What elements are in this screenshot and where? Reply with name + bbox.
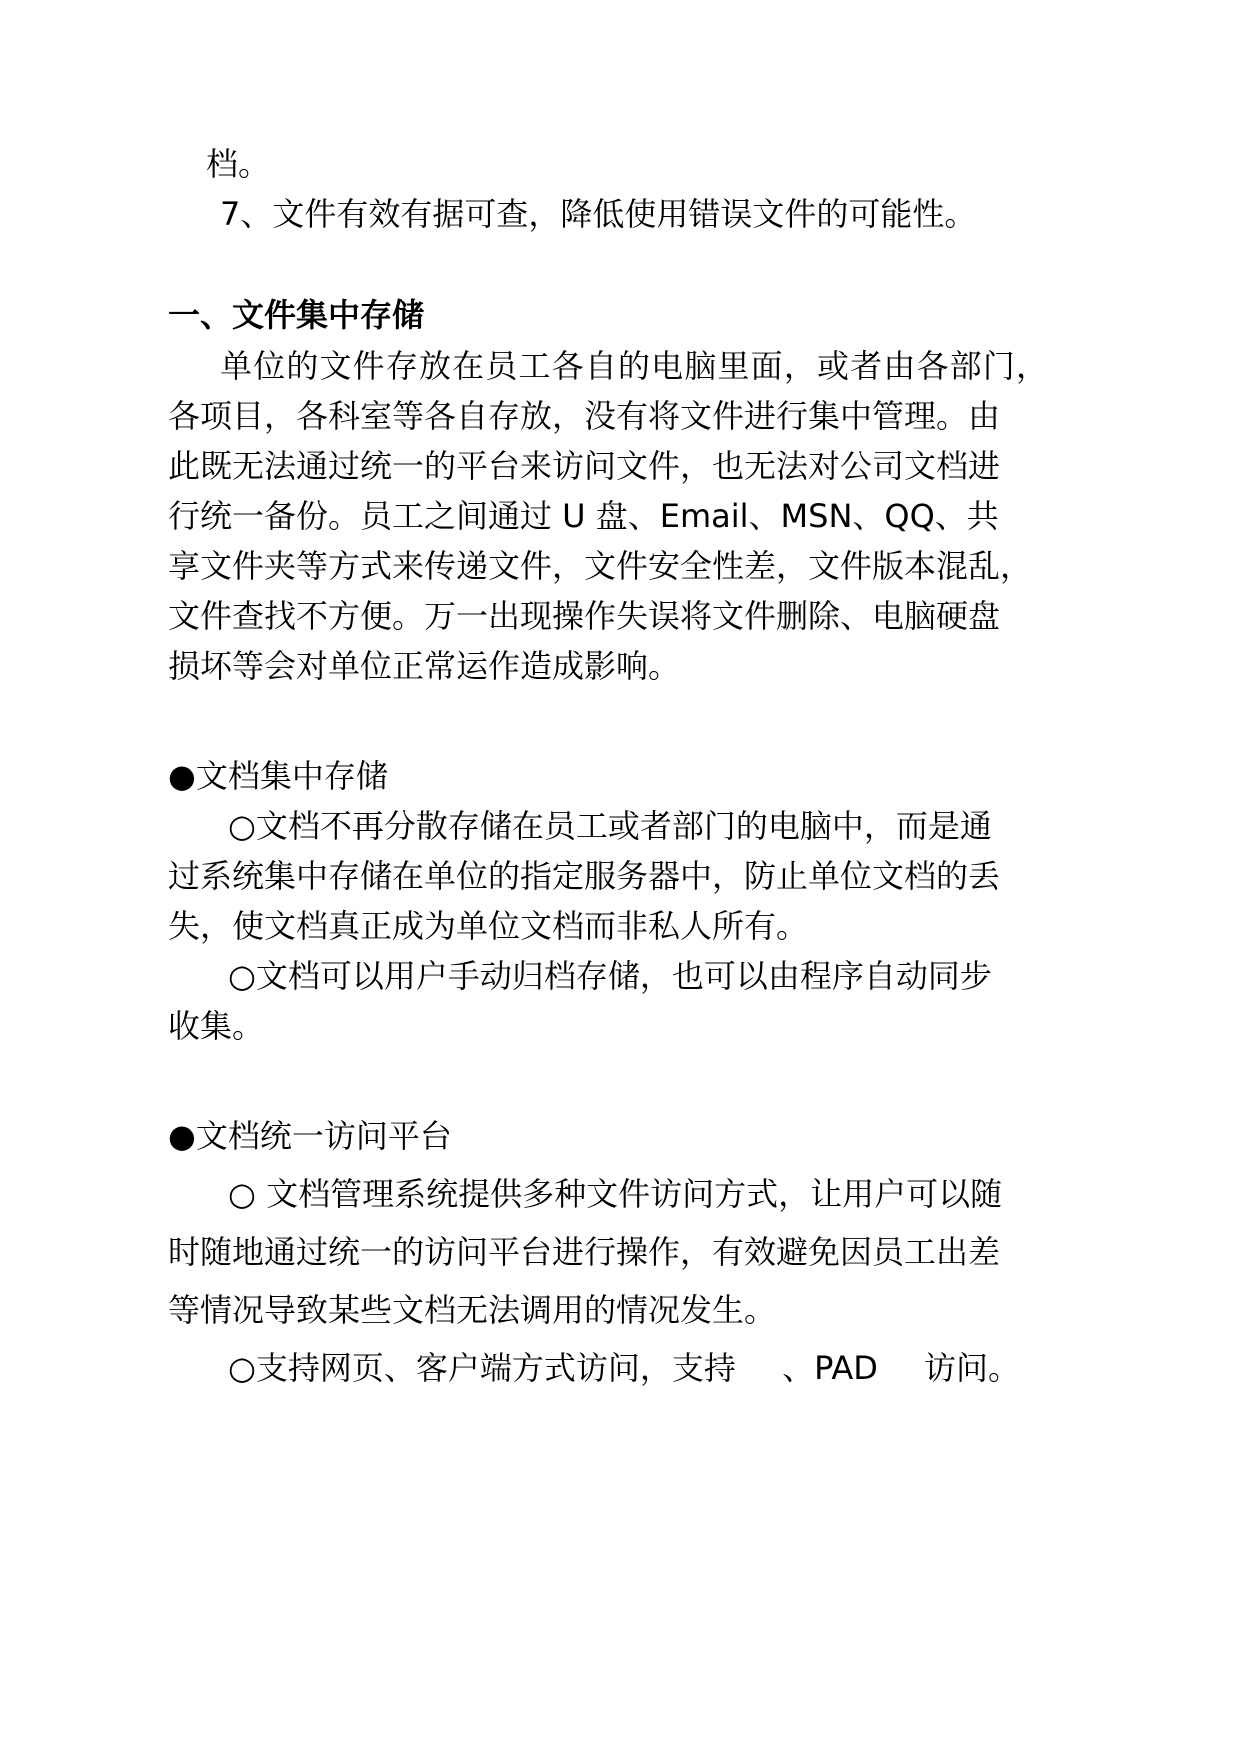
section-paragraph-line: 此既无法通过统一的平台来访问文件，也无法对公司文档进 <box>168 447 1001 485</box>
bullet-title: ●文档统一访问平台 <box>168 1117 452 1155</box>
bullet-text-line: ○ 文档管理系统提供多种文件访问方式，让用户可以随 <box>228 1175 1003 1213</box>
bullet-text-line: 等情况导致某些文档无法调用的情况发生。 <box>168 1291 777 1329</box>
section-paragraph-line: 文件查找不方便。万一出现操作失误将文件删除、电脑硬盘 <box>168 597 1001 635</box>
bullet-text-line: 收集。 <box>168 1007 265 1045</box>
intro-line-2: 7、文件有效有据可查，降低使用错误文件的可能性。 <box>220 195 977 233</box>
bullet-text-line: ○文档可以用户手动归档存储，也可以由程序自动同步 <box>228 957 992 995</box>
section-heading: 一、文件集中存储 <box>168 296 425 334</box>
intro-line-1: 档。 <box>206 145 271 183</box>
bullet-text-line: 时随地通过统一的访问平台进行操作，有效避免因员工出差 <box>168 1233 1001 1271</box>
bullet-text-line: 失，使文档真正成为单位文档而非私人所有。 <box>168 907 809 945</box>
bullet-title: ●文档集中存储 <box>168 757 388 795</box>
section-paragraph-line: 单位的文件存放在员工各自的电脑里面，或者由各部门， <box>220 347 1048 385</box>
section-paragraph-line: 损坏等会对单位正常运作造成影响。 <box>168 647 681 685</box>
bullet-text-line: 过系统集中存储在单位的指定服务器中，防止单位文档的丢 <box>168 857 1001 895</box>
bullet-text-line: ○支持网页、客户端方式访问，支持 、PAD 访问。 <box>228 1349 1021 1387</box>
section-paragraph-line: 各项目，各科室等各自存放，没有将文件进行集中管理。由 <box>168 397 1001 435</box>
section-paragraph-line: 行统一备份。员工之间通过 U 盘、Email、MSN、QQ、共 <box>168 497 999 535</box>
bullet-text-line: ○文档不再分散存储在员工或者部门的电脑中，而是通 <box>228 807 992 845</box>
section-paragraph-line: 享文件夹等方式来传递文件，文件安全性差，文件版本混乱， <box>168 547 1033 585</box>
